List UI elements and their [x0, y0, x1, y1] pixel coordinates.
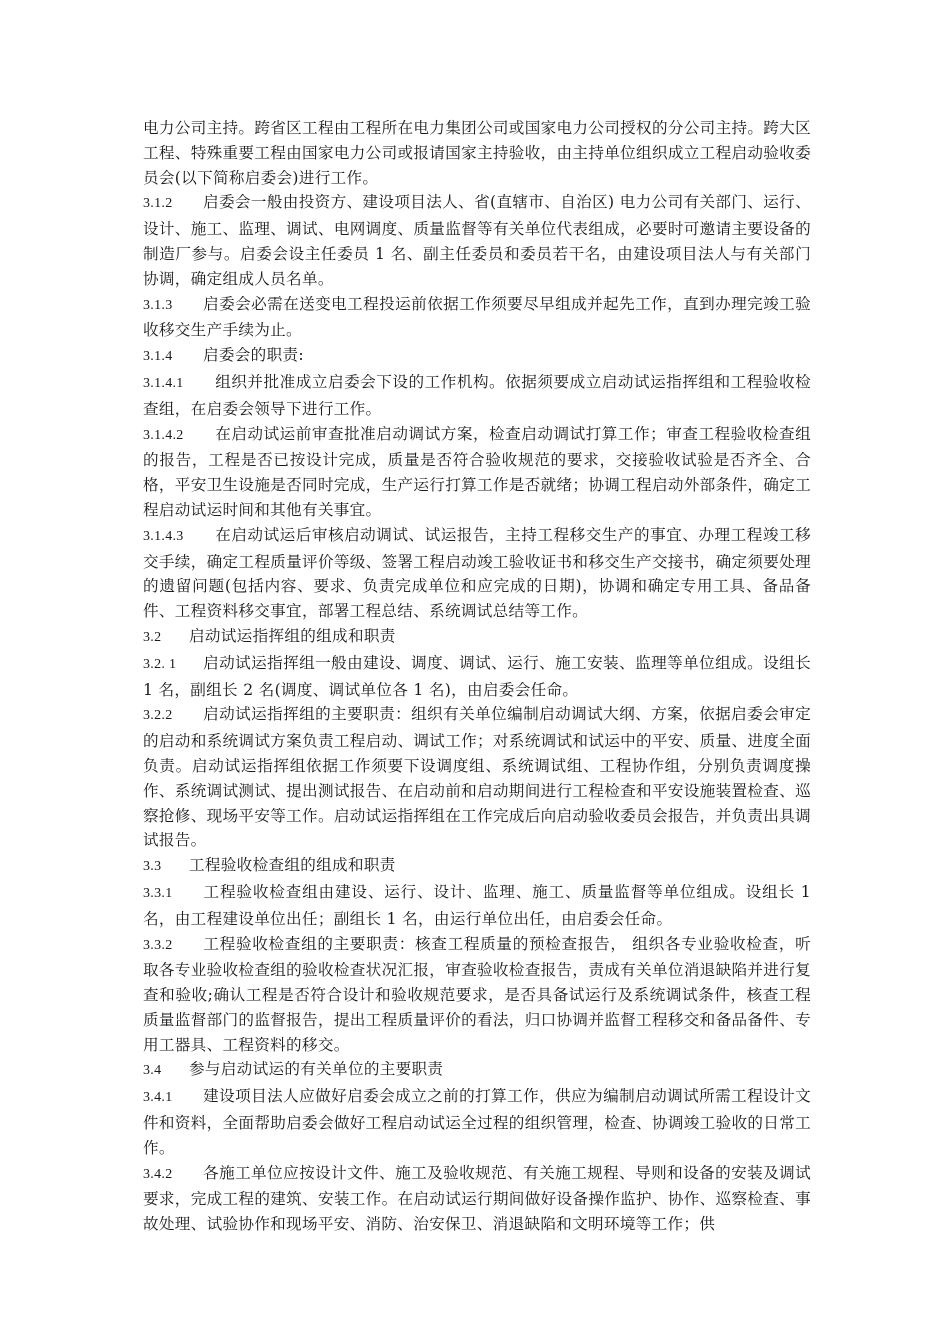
section-number: 3.1.3: [143, 297, 173, 313]
section-number: 3.1.4: [143, 349, 173, 365]
section-number: 3.4: [143, 1063, 162, 1079]
heading-3-2: [143, 624, 811, 651]
section-heading: 参与启动试运的有关单位的主要职责: [189, 1060, 444, 1079]
section-number: 3.1.4.2: [143, 427, 184, 443]
paragraph-text: 工程验收检查组由建设、运行、设计、监理、施工、质量监督等单位组成。设组长 1 名，由工程建设单位出任；副组长 1 名，由运行单位出任，由启委会任命。: [143, 882, 811, 928]
paragraph-3-1-3: [143, 292, 811, 344]
section-heading: 工程验收检查组的组成和职责: [189, 856, 396, 875]
paragraph-text: 建设项目法人应做好启委会成立之前的打算工作，供应为编制启动调试所需工程设计文件和资料，全面帮助启委会做好工程启动试运全过程的组织管理，检查、协调竣工验收的日常工作。: [143, 1087, 811, 1157]
paragraph-3-1-2: [143, 190, 811, 291]
heading-3-4: [143, 1057, 811, 1084]
section-number: 3.1.2: [143, 196, 173, 212]
paragraph-3-1-4: [143, 343, 811, 370]
paragraph-text: 工程验收检查组的主要职责：核查工程质量的预检查报告， 组织各专业验收检查，听取各专业验收检查组的验收检查状况汇报，审查验收检查报告，责成有关单位消退缺陷并进行复查和验收;确认工程是否符合设计和验收规范要求，是否具备试运行及系统调试条件，核查工程质量监督部门的监督报告，提出工程质量评价的看法，归口协调并监督工程移交和备品备件、专用工器具、工程资料的移交。: [143, 934, 811, 1054]
paragraph-text: 各施工单位应按设计文件、施工及验收规范、有关施工规程、导则和设备的安装及调试要求，完成工程的建筑、安装工作。在启动试运行期间做好设备操作监护、协作、巡察检查、事故处理、试验协作和现场平安、消防、治安保卫、消退缺陷和文明环境等工作；供: [143, 1163, 811, 1234]
section-heading: 启动试运指挥组的组成和职责: [189, 626, 396, 645]
section-number: 3.1.4.3: [143, 528, 184, 544]
paragraph-3-4-1: [143, 1084, 811, 1160]
paragraph-3-3-2: [143, 932, 811, 1058]
paragraph-3-2-1: [143, 651, 811, 703]
paragraph-continuation: 电力公司主持。跨省区工程由工程所在电力集团公司或国家电力公司授权的分公司主持。跨大区工程、特殊重要工程由国家电力公司或报请国家主持验收，由主持单位组织成立工程启动验收委员会(以下简称启委会)进行工作。: [143, 119, 811, 187]
section-number: 3.2.2: [143, 708, 173, 724]
section-number: 3.2. 1: [143, 656, 177, 672]
paragraph-text: 启动试运指挥组一般由建设、调度、调试、运行、施工安装、监理等单位组成。设组长 1 名，副组长 2 名(调度、调试单位各 1 名)，由启委会任命。: [143, 653, 811, 699]
paragraph-text: 启动试运指挥组的主要职责：组织有关单位编制启动调试大纲、方案，依据启委会审定的启动和系统调试方案负责工程启动、调试工作；对系统调试和试运中的平安、质量、进度全面负责。启动试运指挥组依据工作须要下设调度组、系统调试组、工程协作组，分别负责调度操作、系统调试测试、提出测试报告、在启动前和启动期间进行工程检查和平安设施装置检查、巡察抢修、现场平安等工作。启动试运指挥组在工作完成后向启动验收委员会报告，并负责出具调试报告。: [143, 705, 811, 850]
paragraph-3-1-4-2: [143, 422, 811, 523]
paragraph-text: 启委会一般由投资方、建设项目法人、省(直辖市、自治区) 电力公司有关部门、运行、设计、施工、监理、调试、电网调度、质量监督等有关单位代表组成，必要时可邀请主要设备的制造厂参与。启委会设主任委员 1 名、副主任委员和委员若干名，由建设项目法人与有关部门协调，确定组成人员名单。: [143, 193, 811, 288]
heading-3-3: [143, 853, 811, 880]
paragraph-3-2-2: [143, 702, 811, 853]
paragraph-text: 在启动试运后审核启动调试、试运报告，主持工程移交生产的事宜、办理工程竣工移交手续，确定工程质量评价等级、签署工程启动竣工验收证书和移交生产交接书，确定须要处理的遗留问题(包括内容、要求、负责完成单位和应完成的日期)，协调和确定专用工具、备品备件、工程资料移交事宜，部署工程总结、系统调试总结等工作。: [143, 525, 811, 621]
section-number: 3.2: [143, 629, 162, 645]
paragraph-text: 启委会必需在送变电工程投运前依据工作须要尽早组成并起先工作，直到办理完竣工验收移交生产手续为止。: [143, 294, 811, 340]
section-number: 3.1.4.1: [143, 375, 184, 391]
document-page: [143, 116, 811, 1237]
paragraph-3-1-4-1: [143, 370, 811, 422]
section-number: 3.3: [143, 859, 162, 875]
paragraph-3-1-4-3: [143, 523, 811, 624]
section-number: 3.3.2: [143, 937, 173, 953]
section-number: 3.4.2: [143, 1166, 173, 1182]
paragraph-text: 启委会的职责:: [203, 346, 304, 365]
paragraph-text: 组织并批准成立启委会下设的工作机构。依据须要成立启动试运指挥组和工程验收检查组，在启委会领导下进行工作。: [143, 372, 811, 418]
section-number: 3.4.1: [143, 1090, 173, 1106]
paragraph-3-4-2: [143, 1161, 811, 1237]
section-number: 3.3.1: [143, 885, 173, 901]
paragraph-3-3-1: [143, 880, 811, 932]
paragraph-text: 在启动试运前审查批准启动调试方案，检查启动调试打算工作；审查工程验收检查组的报告，工程是否已按设计完成，质量是否符合验收规范的要求，交接验收试验是否齐全、合格，平安卫生设施是否同时完成，生产运行打算工作是否就绪；协调工程启动外部条件，确定工程启动试运时间和其他有关事宜。: [143, 424, 811, 519]
